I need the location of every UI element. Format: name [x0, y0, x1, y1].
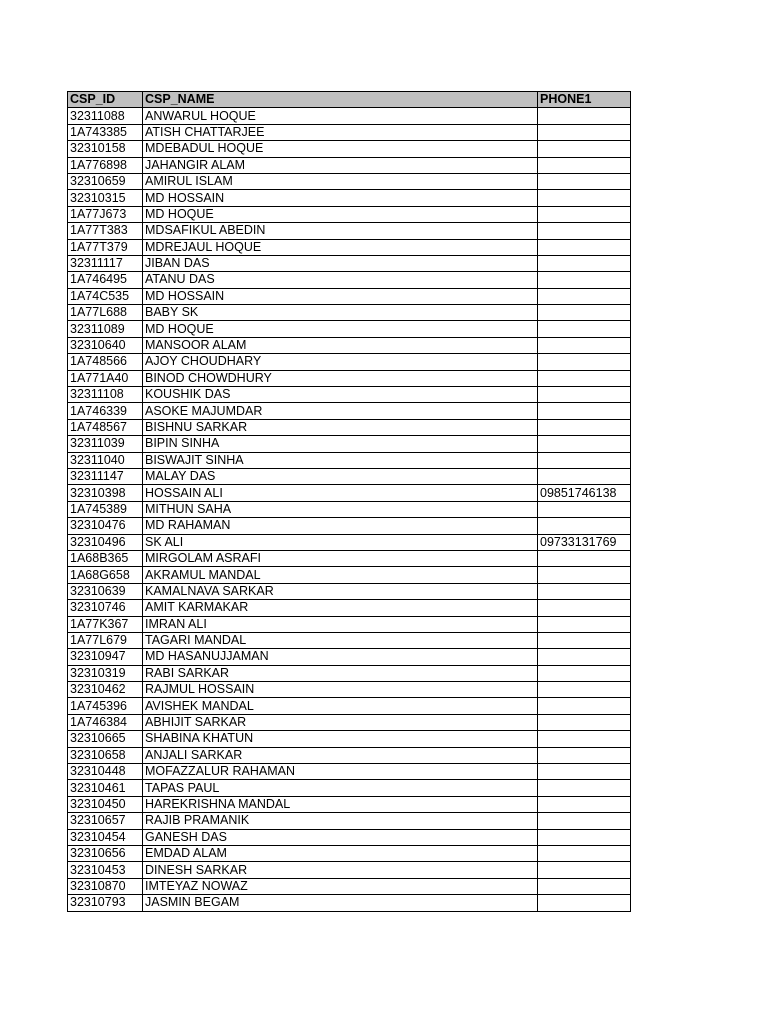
table-row: [68, 157, 631, 173]
table-row: [68, 649, 631, 665]
phone1-cell: [538, 764, 631, 780]
phone1-cell: [538, 403, 631, 419]
table-row: [68, 829, 631, 845]
csp-id-cell: 32310450: [68, 796, 143, 812]
csp-id-cell: 32310496: [68, 534, 143, 550]
table-row: [68, 387, 631, 403]
spreadsheet-page: [67, 91, 631, 912]
csp-name-cell: MD RAHAMAN: [143, 518, 538, 534]
csp-name-cell: MOFAZZALUR RAHAMAN: [143, 764, 538, 780]
csp-id-cell: 32310665: [68, 731, 143, 747]
csp-name-cell: IMTEYAZ NOWAZ: [143, 878, 538, 894]
table-row: [68, 419, 631, 435]
csp-id-cell: 1A74C535: [68, 288, 143, 304]
phone1-cell: [538, 845, 631, 861]
phone1-cell: [538, 305, 631, 321]
column-header-phone1: PHONE1: [538, 92, 631, 108]
phone1-cell: [538, 698, 631, 714]
phone1-cell: [538, 108, 631, 124]
csp-name-cell: MD HOQUE: [143, 206, 538, 222]
table-row: [68, 698, 631, 714]
csp-name-cell: SK ALI: [143, 534, 538, 550]
csp-name-cell: ANJALI SARKAR: [143, 747, 538, 763]
csp-id-cell: 32310870: [68, 878, 143, 894]
table-row: [68, 403, 631, 419]
table-row: [68, 321, 631, 337]
csp-id-cell: 32310658: [68, 747, 143, 763]
csp-name-cell: ATANU DAS: [143, 272, 538, 288]
csp-name-cell: MANSOOR ALAM: [143, 337, 538, 353]
csp-id-cell: 32310315: [68, 190, 143, 206]
csp-id-cell: 1A77K367: [68, 616, 143, 632]
phone1-cell: [538, 223, 631, 239]
table-row: [68, 764, 631, 780]
phone1-cell: [538, 665, 631, 681]
phone1-cell: 09733131769: [538, 534, 631, 550]
phone1-cell: [538, 649, 631, 665]
table-row: [68, 337, 631, 353]
table-row: [68, 124, 631, 140]
phone1-cell: [538, 173, 631, 189]
csp-id-cell: 1A771A40: [68, 370, 143, 386]
table-row: [68, 108, 631, 124]
csp-id-cell: 32310793: [68, 895, 143, 911]
phone1-cell: [538, 583, 631, 599]
table-row: [68, 731, 631, 747]
phone1-cell: [538, 829, 631, 845]
phone1-cell: [538, 288, 631, 304]
phone1-cell: [538, 600, 631, 616]
csp-id-cell: 32310746: [68, 600, 143, 616]
csp-id-cell: 32310319: [68, 665, 143, 681]
phone1-cell: [538, 206, 631, 222]
table-row: [68, 632, 631, 648]
table-row: [68, 714, 631, 730]
csp-table: [67, 91, 631, 912]
phone1-cell: [538, 452, 631, 468]
csp-name-cell: AMIT KARMAKAR: [143, 600, 538, 616]
table-row: [68, 895, 631, 911]
phone1-cell: [538, 632, 631, 648]
csp-id-cell: 32310454: [68, 829, 143, 845]
csp-id-cell: 1A77J673: [68, 206, 143, 222]
table-row: [68, 796, 631, 812]
csp-id-cell: 32310639: [68, 583, 143, 599]
table-row: [68, 862, 631, 878]
table-row: [68, 845, 631, 861]
csp-name-cell: JAHANGIR ALAM: [143, 157, 538, 173]
table-row: [68, 534, 631, 550]
csp-name-cell: BISHNU SARKAR: [143, 419, 538, 435]
phone1-cell: [538, 255, 631, 271]
column-header-csp-id: CSP_ID: [68, 92, 143, 108]
table-row: [68, 206, 631, 222]
csp-id-cell: 32311088: [68, 108, 143, 124]
phone1-cell: [538, 878, 631, 894]
csp-name-cell: GANESH DAS: [143, 829, 538, 845]
csp-name-cell: TAGARI MANDAL: [143, 632, 538, 648]
table-body: [68, 108, 631, 911]
phone1-cell: [538, 190, 631, 206]
csp-name-cell: AMIRUL ISLAM: [143, 173, 538, 189]
csp-id-cell: 32311040: [68, 452, 143, 468]
csp-name-cell: EMDAD ALAM: [143, 845, 538, 861]
table-row: [68, 813, 631, 829]
table-row: [68, 370, 631, 386]
csp-name-cell: HAREKRISHNA MANDAL: [143, 796, 538, 812]
csp-name-cell: MIRGOLAM ASRAFI: [143, 550, 538, 566]
phone1-cell: [538, 796, 631, 812]
phone1-cell: [538, 436, 631, 452]
csp-name-cell: ABHIJIT SARKAR: [143, 714, 538, 730]
table-row: [68, 173, 631, 189]
csp-name-cell: MALAY DAS: [143, 468, 538, 484]
phone1-cell: [538, 501, 631, 517]
csp-name-cell: MDEBADUL HOQUE: [143, 141, 538, 157]
table-row: [68, 468, 631, 484]
csp-name-cell: IMRAN ALI: [143, 616, 538, 632]
phone1-cell: [538, 550, 631, 566]
table-row: [68, 272, 631, 288]
csp-name-cell: MD HASANUJJAMAN: [143, 649, 538, 665]
csp-id-cell: 32310656: [68, 845, 143, 861]
phone1-cell: [538, 157, 631, 173]
csp-id-cell: 32310158: [68, 141, 143, 157]
csp-id-cell: 1A748566: [68, 354, 143, 370]
phone1-cell: [538, 419, 631, 435]
phone1-cell: [538, 321, 631, 337]
csp-name-cell: MD HOSSAIN: [143, 288, 538, 304]
csp-id-cell: 1A77T379: [68, 239, 143, 255]
csp-name-cell: RABI SARKAR: [143, 665, 538, 681]
csp-id-cell: 1A746495: [68, 272, 143, 288]
csp-id-cell: 32311039: [68, 436, 143, 452]
table-row: [68, 600, 631, 616]
csp-name-cell: RAJMUL HOSSAIN: [143, 682, 538, 698]
csp-id-cell: 32311147: [68, 468, 143, 484]
phone1-cell: [538, 714, 631, 730]
table-row: [68, 305, 631, 321]
phone1-cell: [538, 813, 631, 829]
csp-id-cell: 1A745396: [68, 698, 143, 714]
phone1-cell: [538, 731, 631, 747]
phone1-cell: [538, 370, 631, 386]
csp-name-cell: BABY SK: [143, 305, 538, 321]
csp-name-cell: KAMALNAVA SARKAR: [143, 583, 538, 599]
table-row: [68, 485, 631, 501]
table-row: [68, 878, 631, 894]
csp-name-cell: ASOKE MAJUMDAR: [143, 403, 538, 419]
csp-name-cell: ATISH CHATTARJEE: [143, 124, 538, 140]
phone1-cell: [538, 468, 631, 484]
csp-id-cell: 32310398: [68, 485, 143, 501]
csp-id-cell: 1A746339: [68, 403, 143, 419]
csp-id-cell: 1A745389: [68, 501, 143, 517]
header-row: [68, 92, 631, 108]
phone1-cell: [538, 272, 631, 288]
csp-name-cell: DINESH SARKAR: [143, 862, 538, 878]
phone1-cell: [538, 141, 631, 157]
phone1-cell: [538, 337, 631, 353]
table-row: [68, 255, 631, 271]
column-header-csp-name: CSP_NAME: [143, 92, 538, 108]
table-row: [68, 501, 631, 517]
phone1-cell: [538, 862, 631, 878]
csp-id-cell: 32310657: [68, 813, 143, 829]
csp-id-cell: 32311108: [68, 387, 143, 403]
csp-name-cell: TAPAS PAUL: [143, 780, 538, 796]
phone1-cell: [538, 239, 631, 255]
table-row: [68, 239, 631, 255]
csp-name-cell: BIPIN SINHA: [143, 436, 538, 452]
csp-name-cell: BISWAJIT SINHA: [143, 452, 538, 468]
csp-id-cell: 32311117: [68, 255, 143, 271]
csp-id-cell: 32310659: [68, 173, 143, 189]
phone1-cell: [538, 354, 631, 370]
csp-id-cell: 32310461: [68, 780, 143, 796]
table-row: [68, 747, 631, 763]
table-row: [68, 665, 631, 681]
table-row: [68, 616, 631, 632]
csp-name-cell: AVISHEK MANDAL: [143, 698, 538, 714]
csp-id-cell: 32310947: [68, 649, 143, 665]
csp-name-cell: JIBAN DAS: [143, 255, 538, 271]
csp-name-cell: MITHUN SAHA: [143, 501, 538, 517]
csp-id-cell: 32310476: [68, 518, 143, 534]
csp-name-cell: RAJIB PRAMANIK: [143, 813, 538, 829]
csp-name-cell: JASMIN BEGAM: [143, 895, 538, 911]
table-row: [68, 223, 631, 239]
csp-id-cell: 1A77T383: [68, 223, 143, 239]
csp-id-cell: 32310448: [68, 764, 143, 780]
csp-name-cell: KOUSHIK DAS: [143, 387, 538, 403]
table-row: [68, 141, 631, 157]
table-row: [68, 452, 631, 468]
phone1-cell: [538, 518, 631, 534]
phone1-cell: [538, 387, 631, 403]
phone1-cell: [538, 567, 631, 583]
table-row: [68, 518, 631, 534]
table-row: [68, 436, 631, 452]
csp-name-cell: HOSSAIN ALI: [143, 485, 538, 501]
csp-name-cell: SHABINA KHATUN: [143, 731, 538, 747]
phone1-cell: 09851746138: [538, 485, 631, 501]
csp-name-cell: MDREJAUL HOQUE: [143, 239, 538, 255]
table-row: [68, 288, 631, 304]
csp-id-cell: 1A743385: [68, 124, 143, 140]
csp-name-cell: ANWARUL HOQUE: [143, 108, 538, 124]
csp-name-cell: MDSAFIKUL ABEDIN: [143, 223, 538, 239]
csp-id-cell: 1A776898: [68, 157, 143, 173]
table-row: [68, 682, 631, 698]
csp-id-cell: 1A68B365: [68, 550, 143, 566]
csp-name-cell: AJOY CHOUDHARY: [143, 354, 538, 370]
table-header: [68, 92, 631, 108]
table-row: [68, 780, 631, 796]
table-row: [68, 583, 631, 599]
table-row: [68, 550, 631, 566]
csp-id-cell: 1A77L688: [68, 305, 143, 321]
csp-id-cell: 32310462: [68, 682, 143, 698]
csp-name-cell: MD HOSSAIN: [143, 190, 538, 206]
phone1-cell: [538, 780, 631, 796]
table-row: [68, 354, 631, 370]
phone1-cell: [538, 124, 631, 140]
csp-id-cell: 32311089: [68, 321, 143, 337]
csp-id-cell: 32310453: [68, 862, 143, 878]
phone1-cell: [538, 747, 631, 763]
table-row: [68, 190, 631, 206]
csp-id-cell: 1A77L679: [68, 632, 143, 648]
csp-id-cell: 1A68G658: [68, 567, 143, 583]
phone1-cell: [538, 616, 631, 632]
csp-name-cell: AKRAMUL MANDAL: [143, 567, 538, 583]
csp-id-cell: 32310640: [68, 337, 143, 353]
csp-name-cell: BINOD CHOWDHURY: [143, 370, 538, 386]
csp-name-cell: MD HOQUE: [143, 321, 538, 337]
phone1-cell: [538, 895, 631, 911]
phone1-cell: [538, 682, 631, 698]
csp-id-cell: 1A746384: [68, 714, 143, 730]
table-row: [68, 567, 631, 583]
csp-id-cell: 1A748567: [68, 419, 143, 435]
